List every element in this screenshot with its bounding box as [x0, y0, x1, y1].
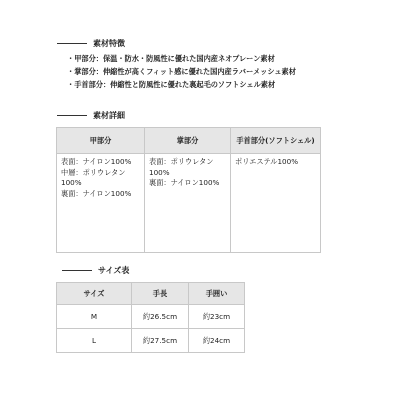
feature-item: ・掌部分：伸縮性が高くフィット感に優れた国内産ラバーメッシュ素材	[67, 67, 296, 76]
table-header-row	[57, 128, 321, 154]
material-layer: ポリエステル100%	[235, 157, 299, 166]
cell-wrist	[231, 154, 321, 253]
header-palm: 掌部分	[145, 128, 231, 154]
header-wrist: 手首部分(ソフトシェル)	[231, 128, 321, 154]
material-layer: 裏面：ナイロン100%	[149, 178, 220, 187]
material-layer: 表面：ポリウレタン100%	[149, 157, 214, 177]
header-back: 甲部分	[57, 128, 145, 154]
cell-palm	[145, 154, 231, 253]
feature-item: ・手首部分：伸縮性と防風性に優れた裏起毛のソフトシェル素材	[67, 80, 276, 89]
cell-size: M	[57, 305, 132, 329]
section-heading-size-chart	[62, 265, 129, 276]
cell-hand-circumference: 約23cm	[189, 305, 245, 329]
table-row	[57, 154, 321, 253]
table-header-row	[57, 283, 245, 305]
cell-back	[57, 154, 145, 253]
table-row	[57, 305, 245, 329]
cell-hand-length: 約27.5cm	[132, 329, 189, 353]
size-chart-heading: サイズ表	[98, 266, 130, 275]
material-layer: 表面：ナイロン100%	[61, 157, 132, 166]
heading-rule	[57, 43, 87, 44]
section-heading-features	[57, 38, 125, 49]
cell-hand-length: 約26.5cm	[132, 305, 189, 329]
heading-rule	[57, 115, 87, 116]
material-layer: 中層：ポリウレタン100%	[61, 167, 126, 187]
material-table	[56, 127, 321, 253]
section-heading-material-details	[57, 110, 125, 121]
size-table	[56, 282, 245, 353]
heading-rule	[62, 270, 92, 271]
features-list	[67, 54, 296, 93]
cell-hand-circumference: 約24cm	[189, 329, 245, 353]
table-row	[57, 329, 245, 353]
cell-size: L	[57, 329, 132, 353]
header-size: サイズ	[57, 283, 132, 305]
features-heading: 素材特徴	[93, 39, 125, 48]
header-hand-circumference: 手囲い	[189, 283, 245, 305]
header-hand-length: 手長	[132, 283, 189, 305]
material-details-heading: 素材詳細	[93, 111, 125, 120]
feature-item: ・甲部分：保温・防水・防風性に優れた国内産ネオプレーン素材	[67, 54, 275, 63]
material-layer: 裏面：ナイロン100%	[61, 188, 132, 198]
